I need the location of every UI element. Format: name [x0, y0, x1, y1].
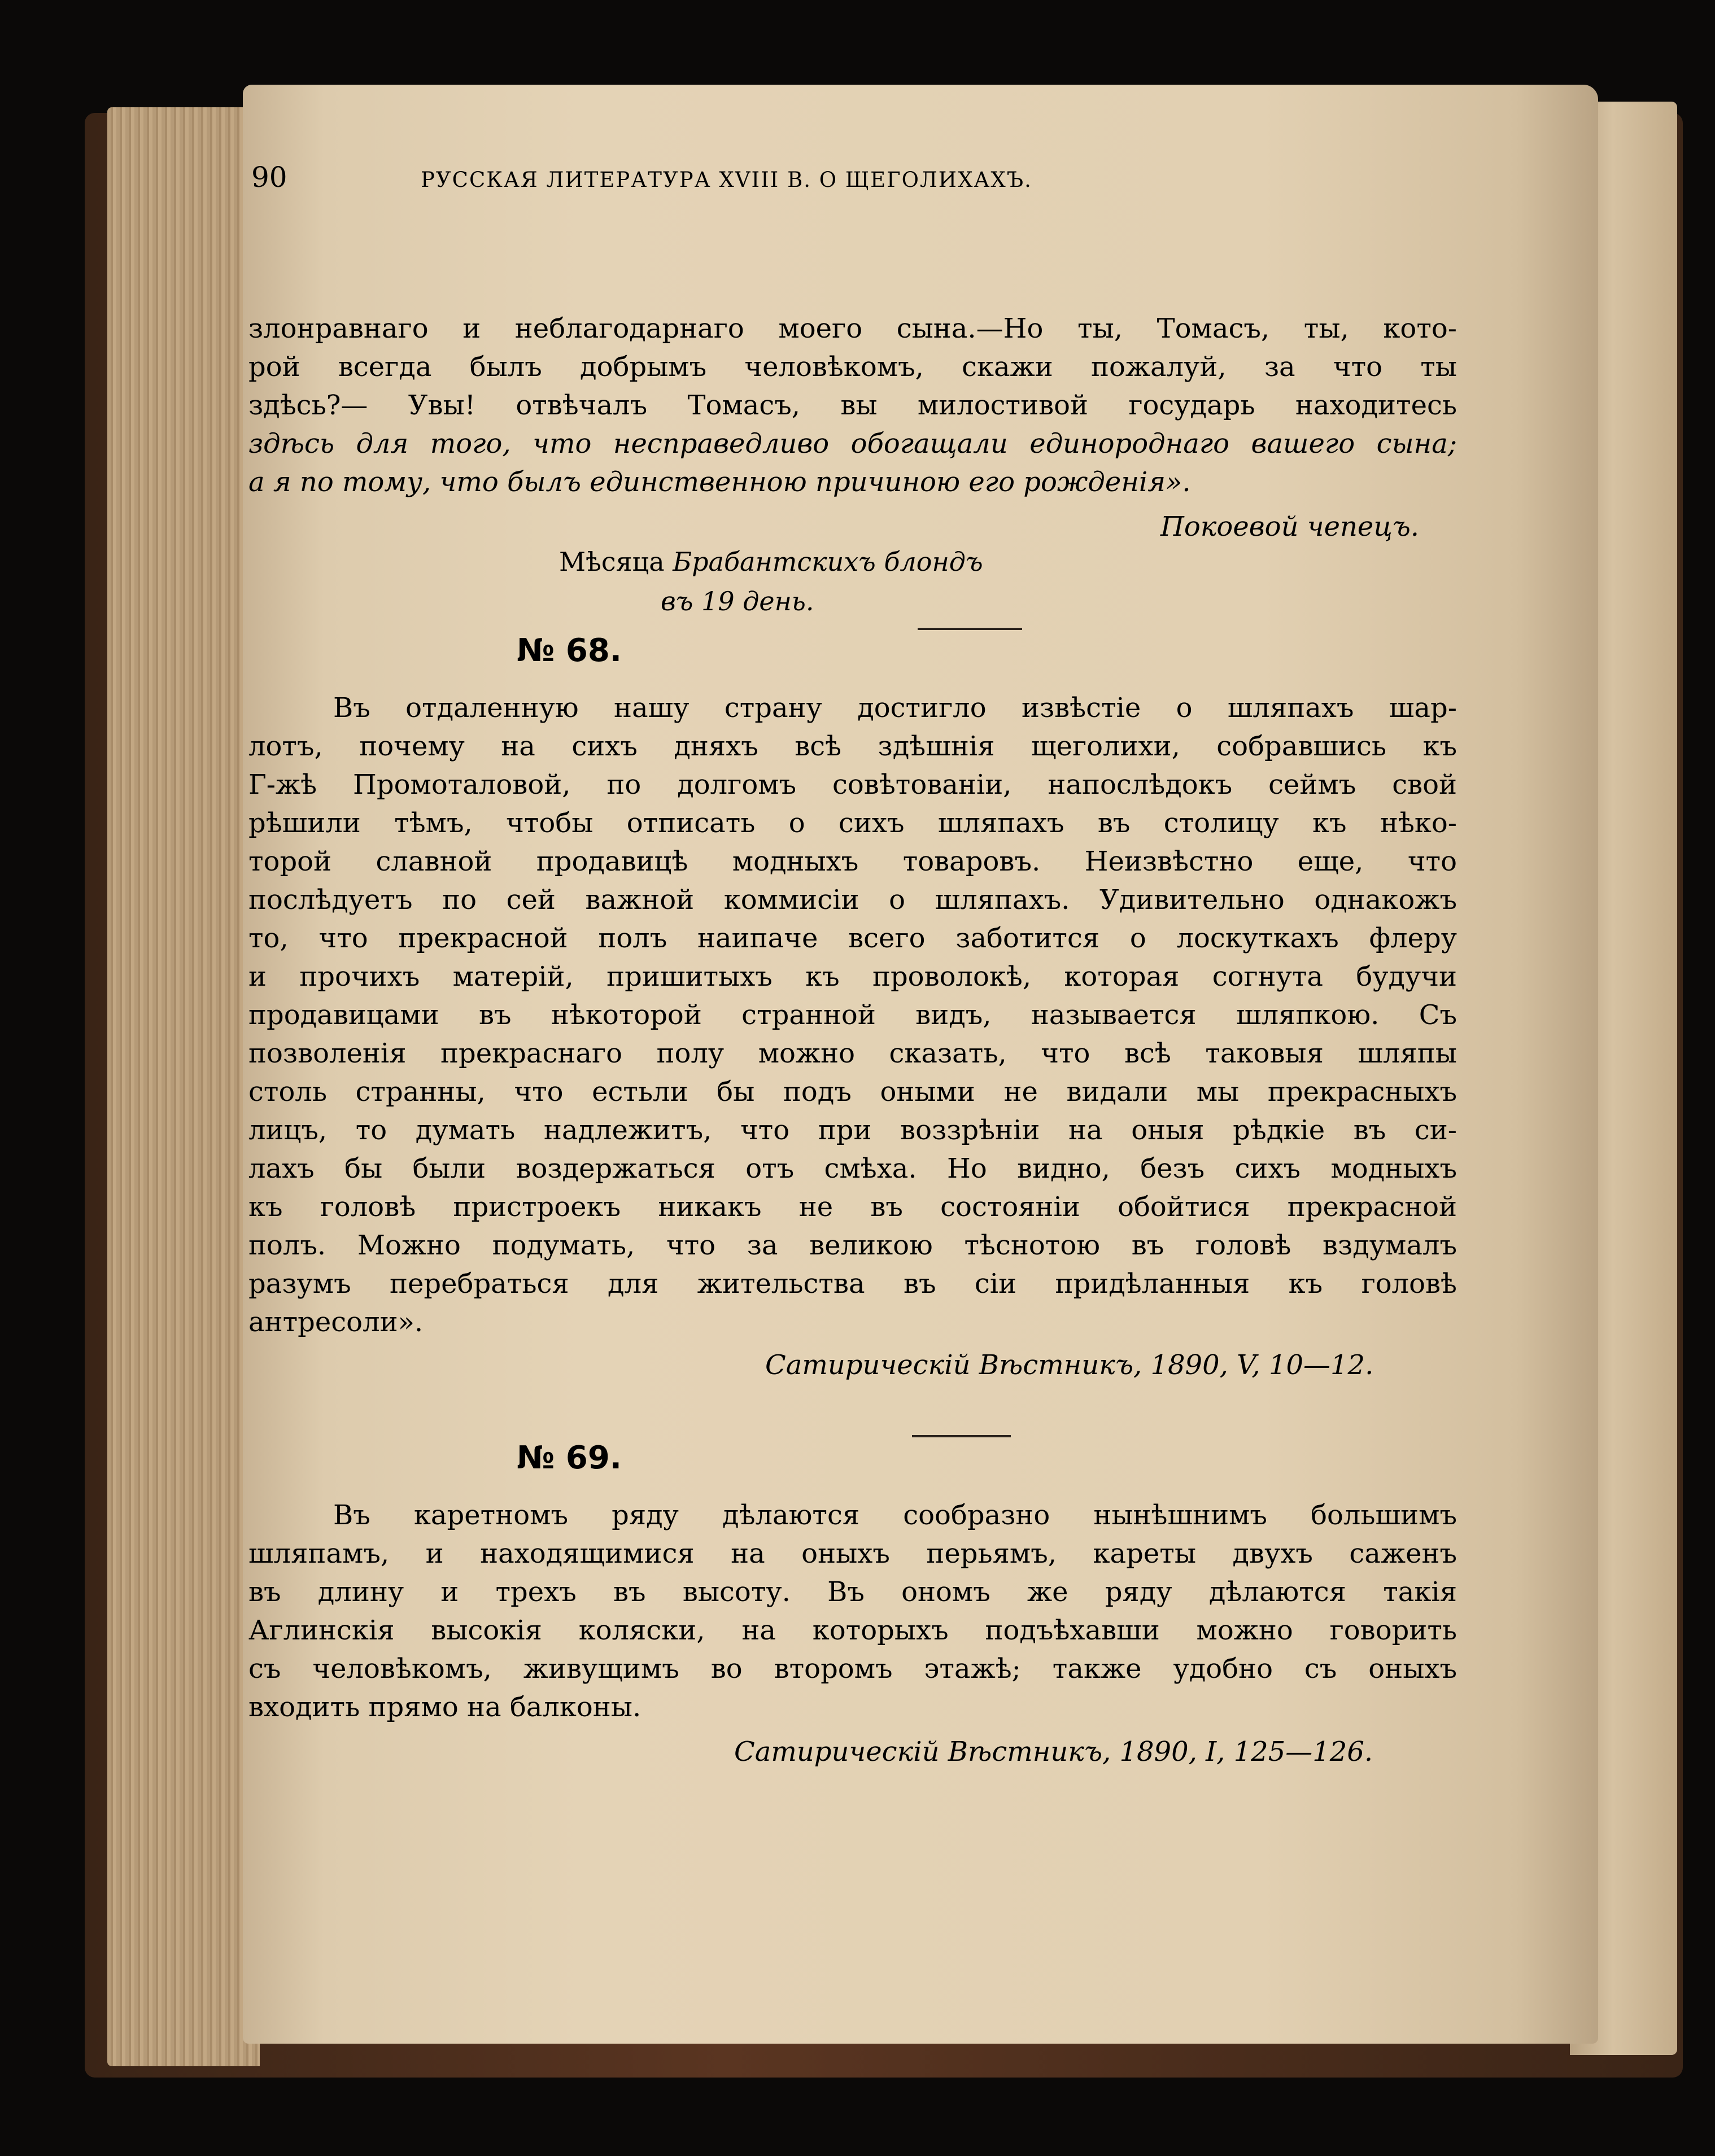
text-line: злонравнаго и неблагодарнаго моего сына.—Но ты, Томасъ, ты, кото-	[248, 313, 1457, 344]
text-line: Въ отдаленную нашу страну достигло извѣстіе о шляпахъ шар-	[333, 692, 1457, 724]
text-line: торой славной продавицѣ модныхъ товаровъ. Неизвѣстно еще, что	[248, 846, 1457, 877]
text-line: Аглинскія высокія коляски, на которыхъ подъѣхавши можно говорить	[248, 1615, 1457, 1646]
text-line: продавицами въ нѣкоторой странной видъ, называется шляпкою. Съ	[248, 999, 1457, 1031]
text-line: послѣдуетъ по сей важной коммисіи о шляпахъ. Удивительно однакожъ	[248, 884, 1457, 916]
text-line: шляпамъ, и находящимися на оныхъ перьямъ, кареты двухъ саженъ	[248, 1538, 1457, 1569]
text-line: столь странны, что естьли бы подъ оными не видали мы прекрасныхъ	[248, 1076, 1457, 1108]
entry-69-text	[248, 1496, 1457, 1726]
running-head: РУССКАЯ ЛИТЕРАТУРА XVIII В. О ЩЕГОЛИХАХЪ.	[421, 168, 1032, 192]
text-line: къ головѣ пристроекъ никакъ не въ состояніи обойтися прекрасной	[248, 1191, 1457, 1223]
date-block	[559, 542, 983, 621]
text-line: входить прямо на балконы.	[248, 1691, 642, 1723]
section-separator	[912, 1435, 1011, 1437]
page-edges	[107, 107, 260, 2066]
text-line: съ человѣкомъ, живущимъ во второмъ этажѣ; также удобно съ оныхъ	[248, 1653, 1457, 1685]
source-citation: Сатирическій Вѣстникъ, 1890, V, 10—12.	[765, 1349, 1374, 1381]
text-line: рѣшили тѣмъ, чтобы отписать о сихъ шляпахъ въ столицу къ нѣко-	[248, 807, 1457, 839]
page-header	[251, 161, 1454, 206]
text-line: здѣсь?— Увы! отвѣчалъ Томасъ, вы милостивой государь находитесь	[248, 390, 1457, 421]
entry-68-text	[248, 689, 1457, 1341]
text-line: Г-жѣ Промоталовой, по долгомъ совѣтованіи, напослѣдокъ сеймъ свой	[248, 769, 1457, 801]
date-prefix: Мѣсяца	[559, 546, 665, 577]
text-line: то, что прекрасной полъ наипаче всего заботится о лоскуткахъ флеру	[248, 922, 1457, 954]
entry-heading-68: № 68.	[517, 632, 622, 669]
text-line: лахъ бы были воздержаться отъ смѣха. Но видно, безъ сихъ модныхъ	[248, 1153, 1457, 1184]
text-line: полъ. Можно подумать, что за великою тѣснотою въ головѣ вздумалъ	[248, 1230, 1457, 1261]
entry-heading-69: № 69.	[517, 1440, 622, 1476]
signature: Покоевой чепецъ.	[1160, 511, 1420, 543]
source-citation: Сатирическій Вѣстникъ, 1890, I, 125—126.	[734, 1736, 1373, 1768]
text-line: антресоли».	[248, 1306, 424, 1338]
text-line: лотъ, почему на сихъ дняхъ всѣ здѣшнія щеголихи, собравшись къ	[248, 731, 1457, 762]
continuation-paragraph	[248, 309, 1457, 501]
text-line: лицъ, то думать надлежитъ, что при воззрѣніи на оныя рѣдкіе въ си-	[248, 1114, 1457, 1146]
text-line: и прочихъ матерій, пришитыхъ къ проволокѣ, которая согнута будучи	[248, 961, 1457, 992]
date-month: Брабантскихъ блондъ	[673, 546, 983, 577]
date-day: въ 19 день.	[661, 586, 814, 616]
section-separator	[918, 628, 1022, 630]
text-line: позволенія прекраснаго полу можно сказать, что всѣ таковыя шляпы	[248, 1038, 1457, 1069]
text-line: здѣсь для того, что несправедливо обогащали единороднаго вашего сына;	[248, 428, 1457, 460]
text-line: Въ каретномъ ряду дѣлаются сообразно нынѣшнимъ большимъ	[333, 1499, 1457, 1531]
text-line: рой всегда былъ добрымъ человѣкомъ, скажи пожалуй, за что ты	[248, 351, 1457, 383]
page-number: 90	[251, 161, 287, 194]
text-line: въ длину и трехъ въ высоту. Въ ономъ же ряду дѣлаются такія	[248, 1576, 1457, 1608]
text-line: разумъ перебраться для жительства въ сіи придѣланныя къ головѣ	[248, 1268, 1457, 1300]
text-line: а я по тому, что былъ единственною причиною его рожденія».	[248, 466, 1191, 498]
